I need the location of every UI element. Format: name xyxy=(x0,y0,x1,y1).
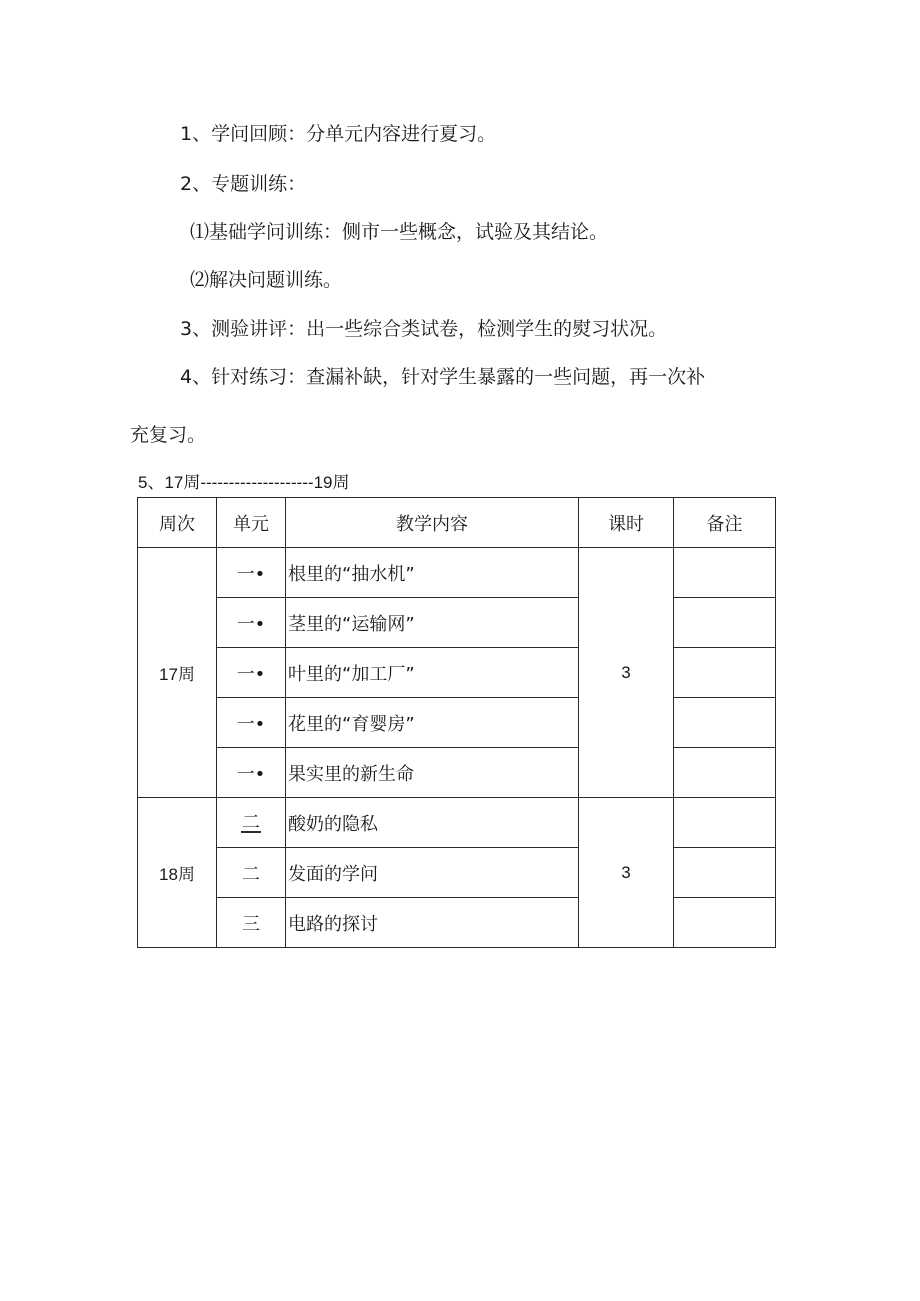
note-cell xyxy=(674,698,776,748)
table-row xyxy=(138,798,776,848)
content-cell: 电路的探讨 xyxy=(286,898,579,948)
table-row xyxy=(138,848,776,898)
note-cell xyxy=(674,548,776,598)
unit-cell: 一• xyxy=(217,698,286,748)
unit-cell: 一• xyxy=(217,748,286,798)
header-unit: 单元 xyxy=(217,498,286,548)
review-item-3: 3、测验讲评：出一些综合类试卷，检测学生的熨习状况。 xyxy=(180,318,668,340)
review-subitem-2: ⑵解决问题训练。 xyxy=(190,269,343,291)
schedule-table xyxy=(137,497,776,948)
table-row xyxy=(138,748,776,798)
review-item-2: 2、专题训练： xyxy=(180,173,307,195)
note-cell xyxy=(674,898,776,948)
note-cell xyxy=(674,748,776,798)
content-cell: 花里的“育婴房” xyxy=(286,698,579,748)
note-cell xyxy=(674,648,776,698)
content-cell: 酸奶的隐私 xyxy=(286,798,579,848)
table-header-row xyxy=(138,498,776,548)
unit-cell: 三 xyxy=(217,898,286,948)
header-hours: 课时 xyxy=(579,498,674,548)
table-row xyxy=(138,898,776,948)
unit-cell: 一• xyxy=(217,598,286,648)
content-cell: 发面的学问 xyxy=(286,848,579,898)
content-cell: 根里的“抽水机” xyxy=(286,548,579,598)
table-row xyxy=(138,698,776,748)
unit-cell: 一• xyxy=(217,648,286,698)
unit-cell: 二 xyxy=(217,848,286,898)
week-cell: 18周 xyxy=(138,798,217,948)
hours-cell: 3 xyxy=(579,798,674,948)
unit-cell xyxy=(217,798,286,848)
unit-label: 二 xyxy=(242,812,260,833)
content-cell: 叶里的“加工厂” xyxy=(286,648,579,698)
unit-cell: 一• xyxy=(217,548,286,598)
content-cell: 茎里的“运输网” xyxy=(286,598,579,648)
content-cell: 果实里的新生命 xyxy=(286,748,579,798)
note-cell xyxy=(674,848,776,898)
review-item-4: 4、针对练习：查漏补缺，针对学生暴露的一些问题，再一次补 xyxy=(180,366,706,388)
table-row xyxy=(138,548,776,598)
review-subitem-1: ⑴基础学问训练：侧市一些概念，试验及其结论。 xyxy=(190,221,609,243)
table-row xyxy=(138,598,776,648)
review-item-4-continued: 充复习。 xyxy=(130,424,207,446)
review-item-1: 1、学问回顾：分单元内容进行夏习。 xyxy=(180,123,497,145)
table-row xyxy=(138,648,776,698)
header-week: 周次 xyxy=(138,498,217,548)
schedule-heading: 5、17周--------------------19周 xyxy=(138,473,350,492)
note-cell xyxy=(674,598,776,648)
header-content: 教学内容 xyxy=(286,498,579,548)
header-notes: 备注 xyxy=(674,498,776,548)
hours-cell: 3 xyxy=(579,548,674,798)
note-cell xyxy=(674,798,776,848)
week-cell: 17周 xyxy=(138,548,217,798)
